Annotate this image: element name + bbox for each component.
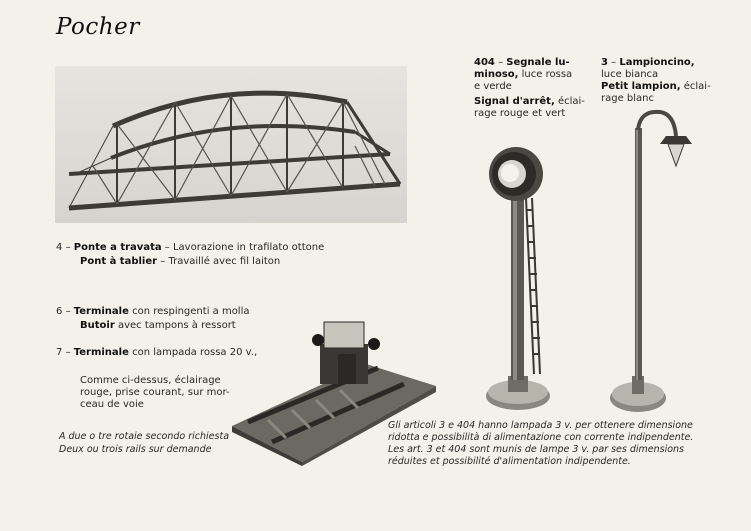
item-desc: éclai- (557, 96, 585, 107)
item-4-french (80, 255, 280, 268)
item-6-french (80, 319, 236, 332)
item-desc: Travaillé avec fil laiton (168, 256, 281, 267)
rails-note-french: Deux ou trois rails sur demande (59, 444, 212, 455)
item-name: Segnale lu- (506, 57, 570, 68)
item-number: 7 (56, 347, 63, 358)
item-4-italian (56, 241, 324, 254)
dash: – (65, 306, 71, 317)
dash: – (611, 57, 617, 68)
item-7-french-1: Comme ci-dessus, éclairage (80, 375, 221, 386)
item-desc: luce rossa (521, 69, 573, 80)
item-desc: éclai- (683, 81, 711, 92)
rails-note-italian: A due o tre rotaie secondo richiesta (59, 431, 230, 442)
lamp-note-3: Les art. 3 et 404 sont munis de lampe 3 v. par ses dimensions (388, 444, 684, 455)
item-3-line4: rage blanc (601, 93, 655, 104)
item-name: Terminale (73, 347, 129, 358)
item-name: Butoir (80, 320, 115, 331)
item-desc: con lampada rossa 20 v., (132, 347, 258, 358)
item-number: 4 (56, 242, 63, 253)
item-7-french-3: ceau de voie (80, 399, 144, 410)
dash: – (164, 242, 170, 253)
dash: – (498, 57, 504, 68)
item-name: Lampioncino, (619, 57, 695, 68)
brand-logo: Pocher (56, 14, 140, 40)
dash: – (65, 242, 71, 253)
item-404-line5: rage rouge et vert (474, 108, 566, 119)
item-7-french-2: rouge, prise courant, sur mor- (80, 387, 230, 398)
item-name: Petit lampion, (601, 81, 681, 92)
item-7-italian (56, 346, 257, 359)
item-name: Signal d'arrêt, (474, 96, 555, 107)
item-name: Pont à tablier (80, 256, 158, 267)
item-number: 3 (601, 57, 608, 68)
item-desc: Lavorazione in trafilato ottone (172, 242, 325, 253)
dash: – (65, 347, 71, 358)
item-number: 404 (474, 57, 495, 68)
item-name: Ponte a travata (73, 242, 162, 253)
lamp-photo (608, 108, 698, 416)
dash: – (160, 256, 166, 267)
bridge-photo (55, 66, 407, 223)
item-name: Terminale (73, 306, 129, 317)
item-3-line2: luce bianca (601, 69, 659, 80)
item-404-line3: e verde (474, 81, 512, 92)
item-desc: avec tampons à ressort (117, 320, 236, 331)
lamp-note-1: Gli articoli 3 e 404 hanno lampada 3 v. per ottenere dimensione (388, 420, 693, 431)
item-desc: con respingenti a molla (132, 306, 250, 317)
item-6-italian (56, 305, 250, 318)
lamp-note-4: réduites et possibilité d'alimentation indipendente. (388, 456, 631, 467)
item-name-cont: minoso, (474, 69, 519, 80)
item-number: 6 (56, 306, 63, 317)
lamp-note-2: ridotta e possibilità di alimentazione con corrente indipendente. (388, 432, 694, 443)
signal-photo (482, 146, 552, 416)
